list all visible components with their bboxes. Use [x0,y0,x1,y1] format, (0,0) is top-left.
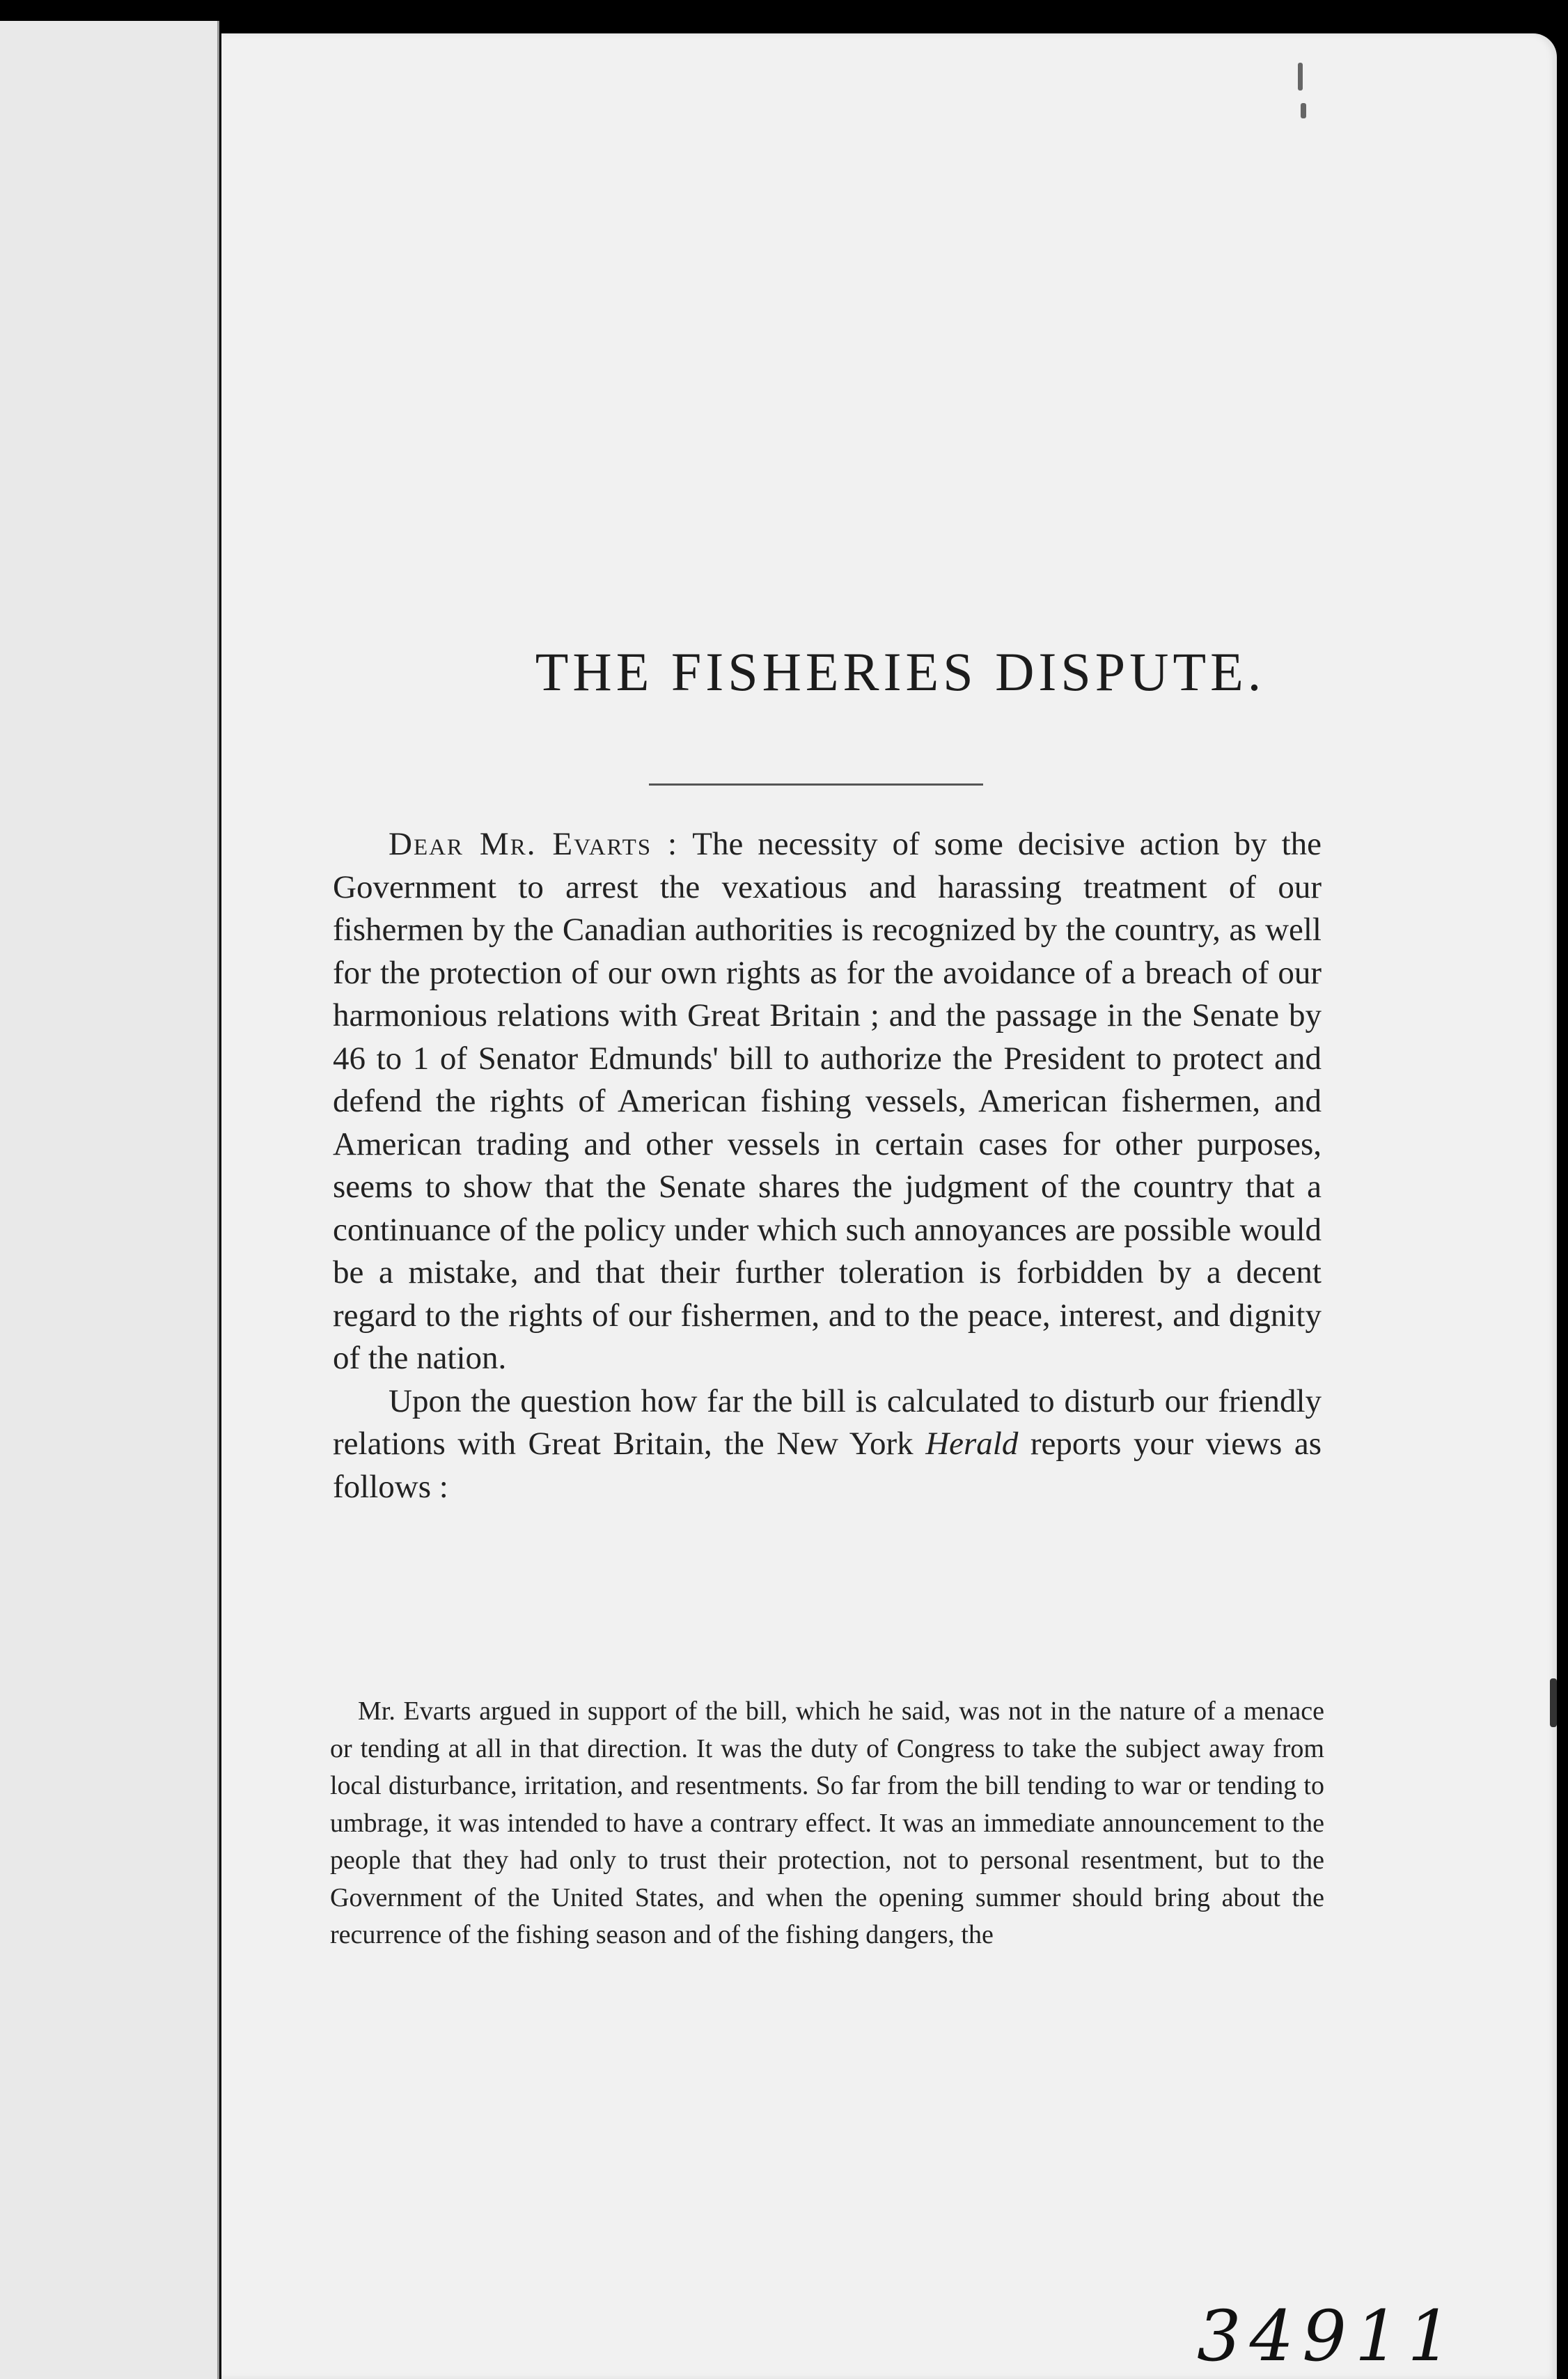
facing-page-edge [0,21,219,2379]
paper-speck [1298,63,1303,91]
paragraph-2-text-after: reports your views as follows : [333,1426,1322,1505]
paragraph-2-text-before: Upon the question how far the bill is calculated to disturb our friendly relations with Great Britain, the New York [333,1382,1322,1462]
letter-body [333,823,1322,1508]
paragraph-1 [333,823,1322,1380]
document-page [221,33,1557,2379]
handwritten-catalog-number: 34911 [1197,2295,1461,2377]
paper-speck [1550,1678,1557,1727]
block-quotation: Mr. Evarts argued in support of the bill, which he said, was not in the nature of a menace or tending at all in that direction. It was the duty of Congress to take the subject away from local disturbance, irritation, and resentments. So far from the bill tending to war or tending to umbrage, it was intended to have a contrary effect. It was an immediate announcement to the people that they had only to trust their protection, not to personal resentment, but to the Government of the United States, and when the opening summer should bring about the recurrence of the fishing season and of the fishing dangers, the [330,1696,1324,1949]
salutation: Dear Mr. Evarts : [389,826,679,862]
newspaper-name: Herald [925,1426,1019,1462]
paragraph-1-text: The necessity of some decisive action by the Government to arrest the vexatious and harassing treatment of our fishermen by the Canadian authorities is recognized by the country, as well for the protection of our own rights as for the avoidance of a breach of our harmonious relations with Great Britain ; and the passage in the Senate by 46 to 1 of Senator Edmunds' bill to authorize the President to protect and defend the rights of American fishing vessels, American fishermen, and American trading and other vessels in certain cases for other purposes, seems to show that the Senate shares the judgment of the country that a continuance of the policy under which such annoyances are possible would be a mistake, and that their further toleration is forbidden by a decent regard to the rights of our fishermen, and to the peace, interest, and dignity of the nation. [333,826,1322,1376]
document-title: THE FISHERIES DISPUTE. [535,641,1266,702]
title-divider [649,783,983,786]
paragraph-2 [333,1380,1322,1509]
paper-speck [1301,103,1306,118]
